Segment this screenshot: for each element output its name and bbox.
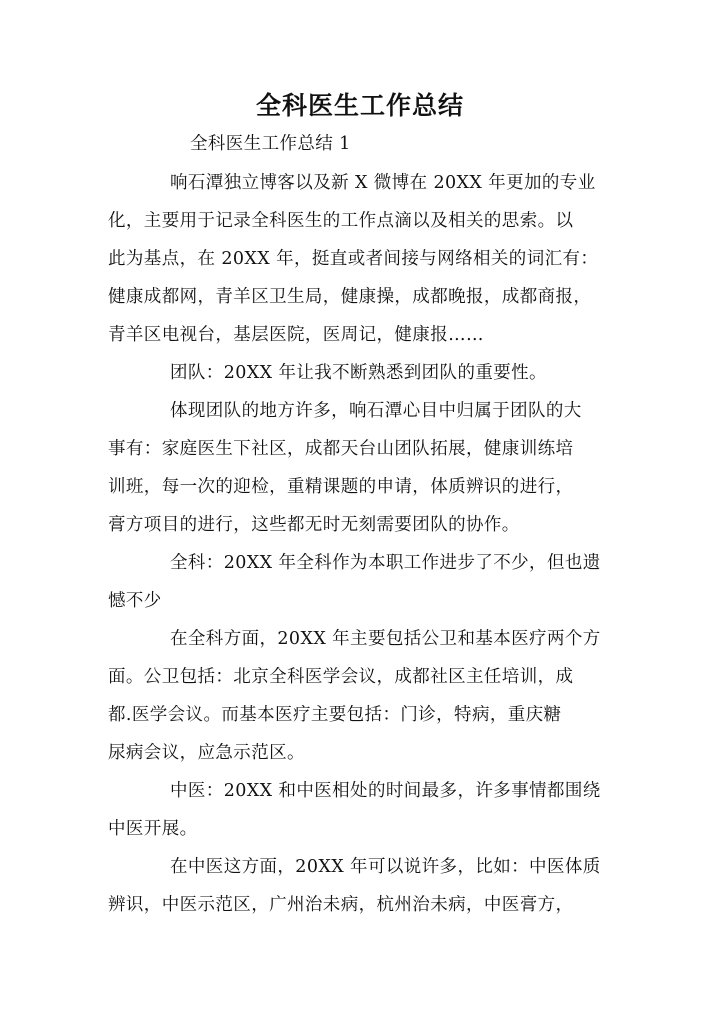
document-title: 全科医生工作总结 xyxy=(255,91,464,120)
paragraph-line: 健康成都网，青羊区卫生局，健康操，成都晚报，成都商报， xyxy=(108,287,592,307)
paragraph-line: 响石潭独立博客以及新 X 微博在 20XX 年更加的专业 xyxy=(170,173,596,193)
paragraph-line: 面。公卫包括：北京全科医学会议，成都社区主任培训，成 xyxy=(108,667,574,687)
paragraph-line: 体现团队的地方许多，响石潭心目中归属于团队的大 xyxy=(170,401,582,421)
paragraph-line: 在中医这方面，20XX 年可以说许多，比如：中医体质 xyxy=(170,857,601,877)
paragraph-line: 团队：20XX 年让我不断熟悉到团队的重要性。 xyxy=(170,363,547,383)
paragraph-line: 中医开展。 xyxy=(108,819,198,839)
paragraph-line: 中医：20XX 和中医相处的时间最多，许多事情都围绕 xyxy=(170,781,601,801)
paragraph-line: 化，主要用于记录全科医生的工作点滴以及相关的思索。以 xyxy=(108,211,574,231)
paragraph-line: 青羊区电视台，基层医院，医周记，健康报…… xyxy=(108,325,484,345)
paragraph-line: 训班，每一次的迎检，重精课题的申请，体质辨识的进行， xyxy=(108,477,574,497)
subtitle-line: 全科医生工作总结 1 xyxy=(190,134,351,154)
paragraph-line: 事有：家庭医生下社区，成都天台山团队拓展，健康训练培 xyxy=(108,439,574,459)
paragraph-line: 此为基点，在 20XX 年，挺直或者间接与网络相关的词汇有： xyxy=(108,249,599,269)
paragraph-line: 辨识，中医示范区，广州治未病，杭州治未病，中医膏方， xyxy=(108,895,574,915)
paragraph-line: 尿病会议，应急示范区。 xyxy=(108,743,305,763)
paragraph-line: 在全科方面，20XX 年主要包括公卫和基本医疗两个方 xyxy=(170,629,601,649)
paragraph-line: 憾不少 xyxy=(108,591,162,611)
paragraph-line: 都.医学会议。而基本医疗主要包括：门诊，特病，重庆糖 xyxy=(108,705,562,725)
paragraph-line: 全科：20XX 年全科作为本职工作进步了不少，但也遗 xyxy=(170,553,601,573)
paragraph-line: 膏方项目的进行，这些都无时无刻需要团队的协作。 xyxy=(108,515,520,535)
